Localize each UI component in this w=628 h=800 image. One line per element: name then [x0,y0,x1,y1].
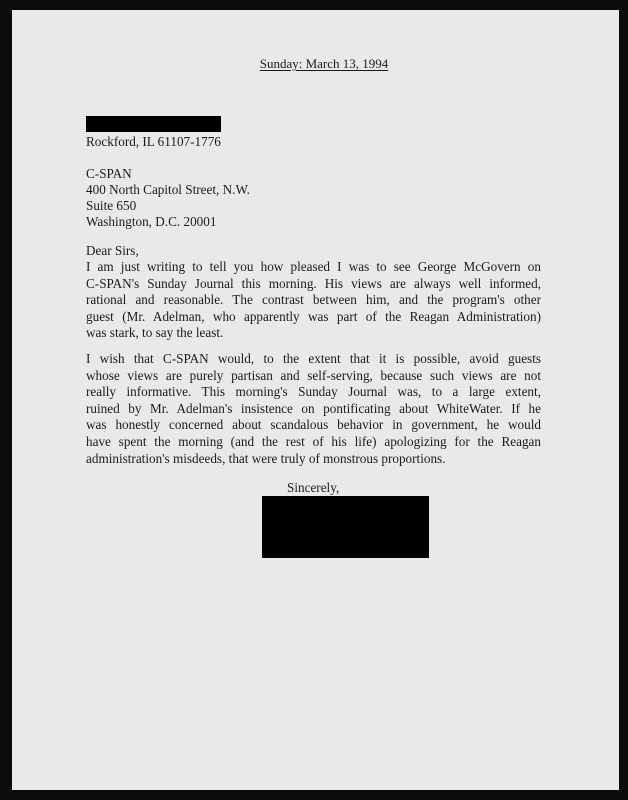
redacted-signature [262,496,429,558]
paragraph-2-line: was honestly concerned about scandalous behavior in government, he would [86,417,541,433]
recipient-suite: Suite 650 [86,198,137,213]
paragraph-1-line: C-SPAN's Sunday Journal this morning. His views are always well informed, [86,275,541,291]
recipient-city: Washington, D.C. 20001 [86,214,217,229]
paragraph-2-line: whose views are purely partisan and self-serving, because such views are not [86,367,541,383]
salutation: Dear Sirs, [86,243,139,258]
closing: Sincerely, [287,480,340,495]
paragraph-2-line: I wish that C-SPAN would, to the extent that it is possible, avoid guests [86,351,541,366]
paragraph-1-line: guest (Mr. Adelman, who apparently was part of the Reagan Administration) [86,308,541,324]
recipient-street: 400 North Capitol Street, N.W. [86,182,250,197]
paragraph-1 [86,259,541,342]
redacted-sender-name [86,116,221,132]
paragraph-1-line: rational and reasonable. The contrast between him, and the program's other [86,292,541,308]
paragraph-1-line: was stark, to say the least. [86,325,224,341]
paragraph-2 [86,351,541,467]
paragraph-1-line: I am just writing to tell you how pleased I was to see George McGovern on [86,259,541,274]
recipient-name: C-SPAN [86,166,132,181]
paragraph-2-line: really informative. This morning's Sunday Journal was, to a large extent, [86,384,541,400]
paragraph-2-line: ruined by Mr. Adelman's insistence on pontificating about WhiteWater. If he [86,400,541,416]
sender-city: Rockford, IL 61107-1776 [86,134,221,149]
paragraph-2-line: have spent the morning (and the rest of his life) apologizing for the Reagan [86,433,541,449]
paragraph-2-line: administration's misdeeds, that were truly of monstrous proportions. [86,450,446,466]
letter-date: Sunday: March 13, 1994 [259,56,389,71]
letter-page [12,10,619,790]
